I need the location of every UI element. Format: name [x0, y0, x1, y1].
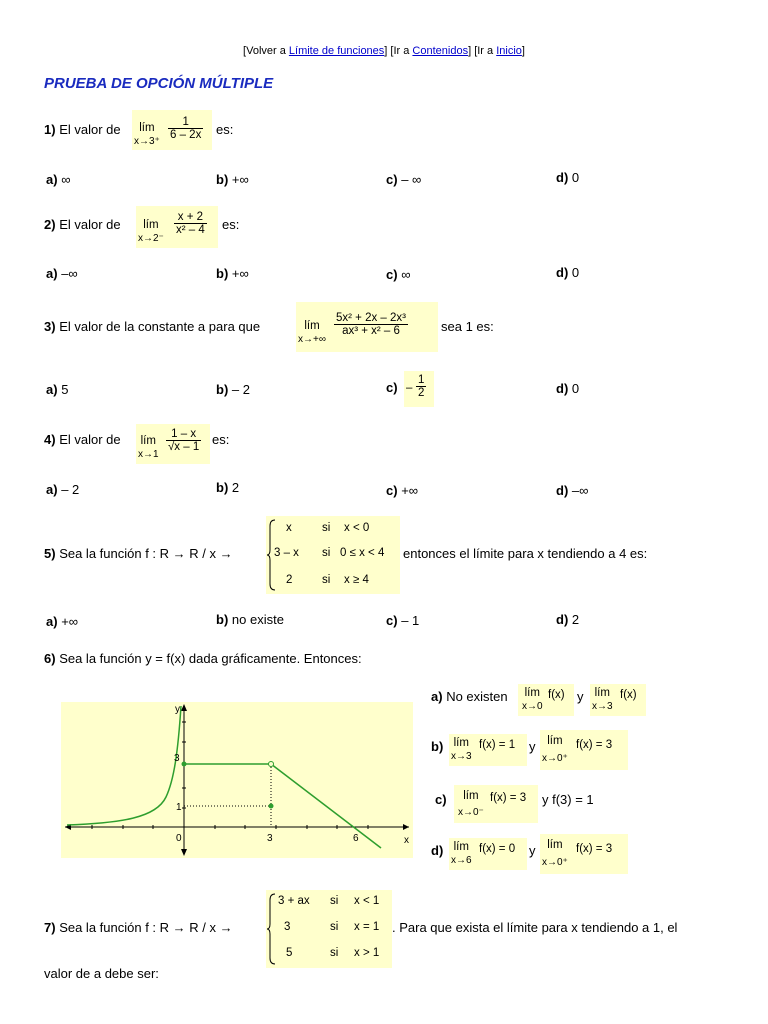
question-number: 3)	[44, 319, 56, 334]
lim-operator: lím x→3⁺	[134, 122, 160, 147]
x-axis-label: x	[404, 835, 409, 846]
piece-expr: 3	[284, 921, 291, 933]
answer-c[interactable]: c) ∞	[386, 267, 411, 282]
question-text-end: entonces el límite para x tendiendo a 4 es:	[403, 546, 648, 561]
question-text: El valor de	[59, 432, 121, 447]
fraction: $\frac{1 - x}{√x - 1}$	[168, 428, 200, 453]
piece-si: si	[330, 947, 339, 959]
minus-sign: –	[406, 382, 413, 394]
limit-expression: lím x→0 f(x)	[518, 684, 574, 716]
question-6	[44, 651, 362, 666]
question-number: 7)	[44, 920, 56, 935]
answer-a[interactable]: a) –∞	[46, 266, 78, 281]
nav-text: ] [Ir a	[384, 45, 413, 57]
answer-d[interactable]: d) 0	[556, 265, 580, 280]
answer-a[interactable]: a) No existen	[431, 689, 508, 704]
piece-expr: 3 – x	[274, 547, 299, 559]
answer-b[interactable]: b) +∞	[216, 172, 249, 187]
question-4	[44, 432, 121, 447]
function-graph	[61, 702, 413, 858]
limit-expression	[296, 302, 438, 352]
piecewise-function	[266, 516, 400, 594]
answer-c[interactable]: c) – ∞	[386, 172, 422, 187]
y-axis-label: y	[175, 704, 180, 715]
answer-d[interactable]: d) 0	[556, 381, 580, 396]
answer-a[interactable]: a) – 2	[46, 482, 80, 497]
question-text-end: sea 1 es:	[441, 319, 494, 334]
nav-text: ]	[521, 45, 525, 57]
link-limite-funciones[interactable]: Límite de funciones	[288, 45, 385, 57]
fraction: $\frac{1}{6 - 2x}$	[170, 116, 202, 141]
fraction-answer	[404, 371, 434, 407]
limit-expression	[132, 110, 212, 150]
answer-d[interactable]: d) 0	[556, 170, 580, 185]
lim-operator: lím x→2⁻	[138, 219, 164, 244]
limit-expression	[136, 424, 210, 464]
graph-svg	[61, 702, 413, 858]
conjunction: y	[529, 739, 536, 754]
question-text: Sea la función y = f(x) dada gráficamente. Entonces:	[59, 651, 362, 666]
answer-c[interactable]: c) – 1	[386, 613, 420, 628]
question-text-end: es:	[216, 122, 234, 137]
question-number: 4)	[44, 432, 56, 447]
answer-b[interactable]: b) – 2	[216, 382, 250, 397]
y-axis-arrow-up	[181, 704, 187, 711]
x-tick-label: 0	[176, 833, 182, 844]
segment-descending	[271, 764, 381, 848]
question-number: 2)	[44, 217, 56, 232]
limit-expression: lím x→0⁺ f(x) = 3	[540, 730, 628, 770]
question-text-end: es:	[222, 217, 240, 232]
fraction: $\frac{\text{5x² + 2x – 2x³}}{\text{ax³ + x² – 6}}$	[336, 312, 406, 337]
limit-expression: lím x→0⁺ f(x) = 3	[540, 834, 628, 874]
piece-cond: x > 1	[354, 947, 380, 959]
question-text: El valor de	[59, 217, 121, 232]
question-text-line2: valor de a debe ser:	[44, 966, 159, 981]
conjunction: y	[577, 689, 584, 704]
point-0-3	[182, 762, 187, 767]
y-axis-arrow-down	[181, 849, 187, 856]
link-inicio[interactable]: Inicio	[496, 45, 522, 57]
link-contenidos[interactable]: Contenidos	[412, 45, 469, 57]
answer-a[interactable]: a) ∞	[46, 172, 71, 187]
y-tick-label: 1	[176, 802, 182, 813]
point-3-1	[269, 804, 274, 809]
answer-b[interactable]: b) no existe	[216, 612, 284, 627]
piece-cond: x ≥ 4	[344, 574, 369, 586]
limit-expression	[136, 206, 218, 248]
piecewise-function	[266, 890, 392, 968]
answer-d[interactable]: d) –∞	[556, 483, 589, 498]
piece-cond: 0 ≤ x < 4	[340, 547, 385, 559]
x-axis-arrow-right	[403, 824, 409, 830]
question-7	[44, 920, 233, 935]
x-tick-label: 3	[267, 833, 273, 844]
lim-operator: lím x→1	[138, 435, 159, 460]
answer-a[interactable]: a) +∞	[46, 614, 79, 629]
fraction: $\frac{1}{2}$	[418, 374, 425, 399]
lim-operator: lím x→+∞	[298, 320, 326, 345]
piece-si: si	[322, 574, 331, 586]
conjunction: y	[529, 843, 536, 858]
piece-si: si	[330, 895, 339, 907]
piece-expr: x	[286, 522, 292, 534]
question-number: 5)	[44, 546, 56, 561]
answer-b[interactable]: b) +∞	[216, 266, 249, 281]
fraction: $\frac{x + 2}{\text{x² – 4}}$	[176, 211, 205, 236]
nav-bar	[0, 45, 768, 57]
question-text-end: . Para que exista el límite para x tendiendo a 1, el	[392, 920, 678, 935]
nav-text: ] [Ir a	[468, 45, 497, 57]
piece-si: si	[322, 522, 331, 534]
answer-d[interactable]: d) 2	[556, 612, 580, 627]
question-text: Sea la función f : R → R / x →	[59, 920, 233, 935]
piece-cond: x < 0	[344, 522, 370, 534]
open-point-3-3	[269, 762, 274, 767]
question-number: 1)	[44, 122, 56, 137]
question-text: El valor de	[59, 122, 121, 137]
answer-c[interactable]: c) +∞	[386, 483, 419, 498]
answer-c[interactable]: c)	[386, 380, 398, 395]
question-5	[44, 546, 233, 561]
brace-icon	[266, 892, 276, 966]
question-text: Sea la función f : R → R / x →	[59, 546, 233, 561]
piece-cond: x < 1	[354, 895, 380, 907]
question-text-end: es:	[212, 432, 230, 447]
y-tick-label: 3	[174, 753, 180, 764]
piece-cond: x = 1	[354, 921, 380, 933]
question-2	[44, 217, 121, 232]
question-1	[44, 122, 121, 137]
piece-expr: 3 + ax	[278, 895, 310, 907]
answer-c[interactable]: c)	[435, 792, 447, 807]
curve-left-branch	[67, 706, 181, 825]
page-title: PRUEBA DE OPCIÓN MÚLTIPLE	[44, 75, 274, 92]
piece-si: si	[330, 921, 339, 933]
answer-a[interactable]: a) 5	[46, 382, 69, 397]
question-text: El valor de la constante a para que	[59, 319, 261, 334]
question-3	[44, 319, 260, 334]
nav-text: [Volver a	[243, 45, 289, 57]
answer-d[interactable]: d)	[431, 843, 444, 858]
limit-expression: lím x→3 f(x) = 1	[449, 734, 527, 766]
piece-si: si	[322, 547, 331, 559]
x-tick-label: 6	[353, 833, 359, 844]
piece-expr: 2	[286, 574, 293, 586]
answer-b[interactable]: b)	[431, 739, 444, 754]
piece-expr: 5	[286, 947, 293, 959]
answer-b[interactable]: b) 2	[216, 480, 240, 495]
question-number: 6)	[44, 651, 56, 666]
limit-expression: lím x→6 f(x) = 0	[449, 838, 527, 870]
limit-expression: lím x→0⁻ f(x) = 3	[454, 785, 538, 823]
conjunction: y f(3) = 1	[542, 792, 594, 807]
limit-expression: lím x→3 f(x)	[590, 684, 646, 716]
